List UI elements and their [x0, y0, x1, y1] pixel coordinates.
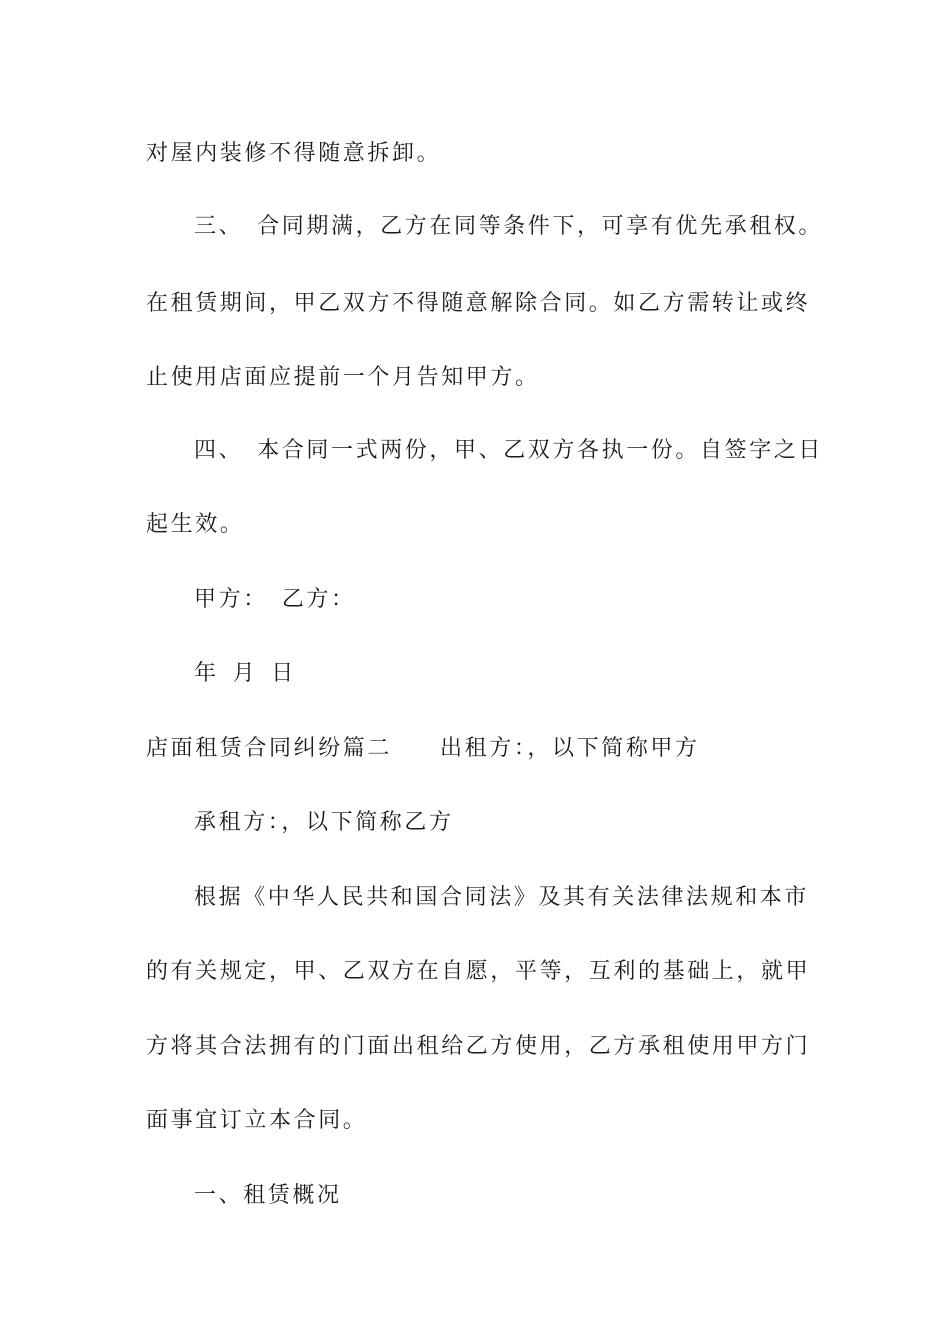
text-line — [146, 959, 810, 985]
clause-four — [194, 438, 823, 464]
text-line — [146, 365, 540, 391]
lessee-line — [194, 810, 454, 836]
text-line — [146, 512, 244, 538]
text-line-content: 起生效。 — [146, 512, 245, 537]
party-a-label: 甲方： — [194, 587, 268, 612]
date-day: 日 — [271, 661, 296, 686]
section-heading: 店面租赁合同纠纷篇二 — [146, 736, 393, 761]
text-line-content: 承租方：，以下简称乙方 — [194, 810, 454, 835]
text-line-content: 止使用店面应提前一个月告知甲方。 — [146, 365, 540, 390]
signature-line — [194, 587, 356, 613]
text-line-content: 在租赁期间，甲乙双方不得随意解除合同。如乙方需转让或终 — [146, 291, 811, 316]
date-year: 年 — [194, 661, 219, 686]
clause-text: 本合同一式两份，甲、乙双方各执一份。自签字之日 — [257, 438, 824, 463]
clause-number: 四、 — [194, 438, 244, 463]
text-line — [146, 291, 810, 317]
text-line — [146, 141, 441, 167]
text-line — [146, 1034, 810, 1060]
party-b-label: 乙方： — [281, 587, 356, 612]
lessor-line: 出租方：，以下简称甲方 — [440, 736, 700, 761]
text-line-content: 面事宜订立本合同。 — [146, 1108, 368, 1133]
text-line — [194, 885, 809, 911]
date-month: 月 — [232, 661, 258, 686]
text-line-content: 一、租赁概况 — [194, 1183, 342, 1208]
section-heading-line — [146, 736, 700, 762]
text-line-content: 的有关规定，甲、乙双方在自愿，平等，互利的基础上，就甲 — [146, 959, 811, 984]
clause-number: 三、 — [194, 214, 244, 239]
date-line — [194, 661, 296, 687]
clause-three — [194, 214, 823, 240]
text-line-content: 方将其合法拥有的门面出租给乙方使用，乙方承租使用甲方门 — [146, 1034, 811, 1059]
text-line — [146, 1108, 367, 1134]
text-line-content: 对屋内装修不得随意拆卸。 — [146, 141, 442, 166]
text-line-content: 根据《中华人民共和国合同法》及其有关法律法规和本市 — [194, 885, 810, 910]
clause-text: 合同期满，乙方在同等条件下，可享有优先承租权。 — [257, 214, 824, 239]
subsection-heading — [194, 1183, 342, 1209]
